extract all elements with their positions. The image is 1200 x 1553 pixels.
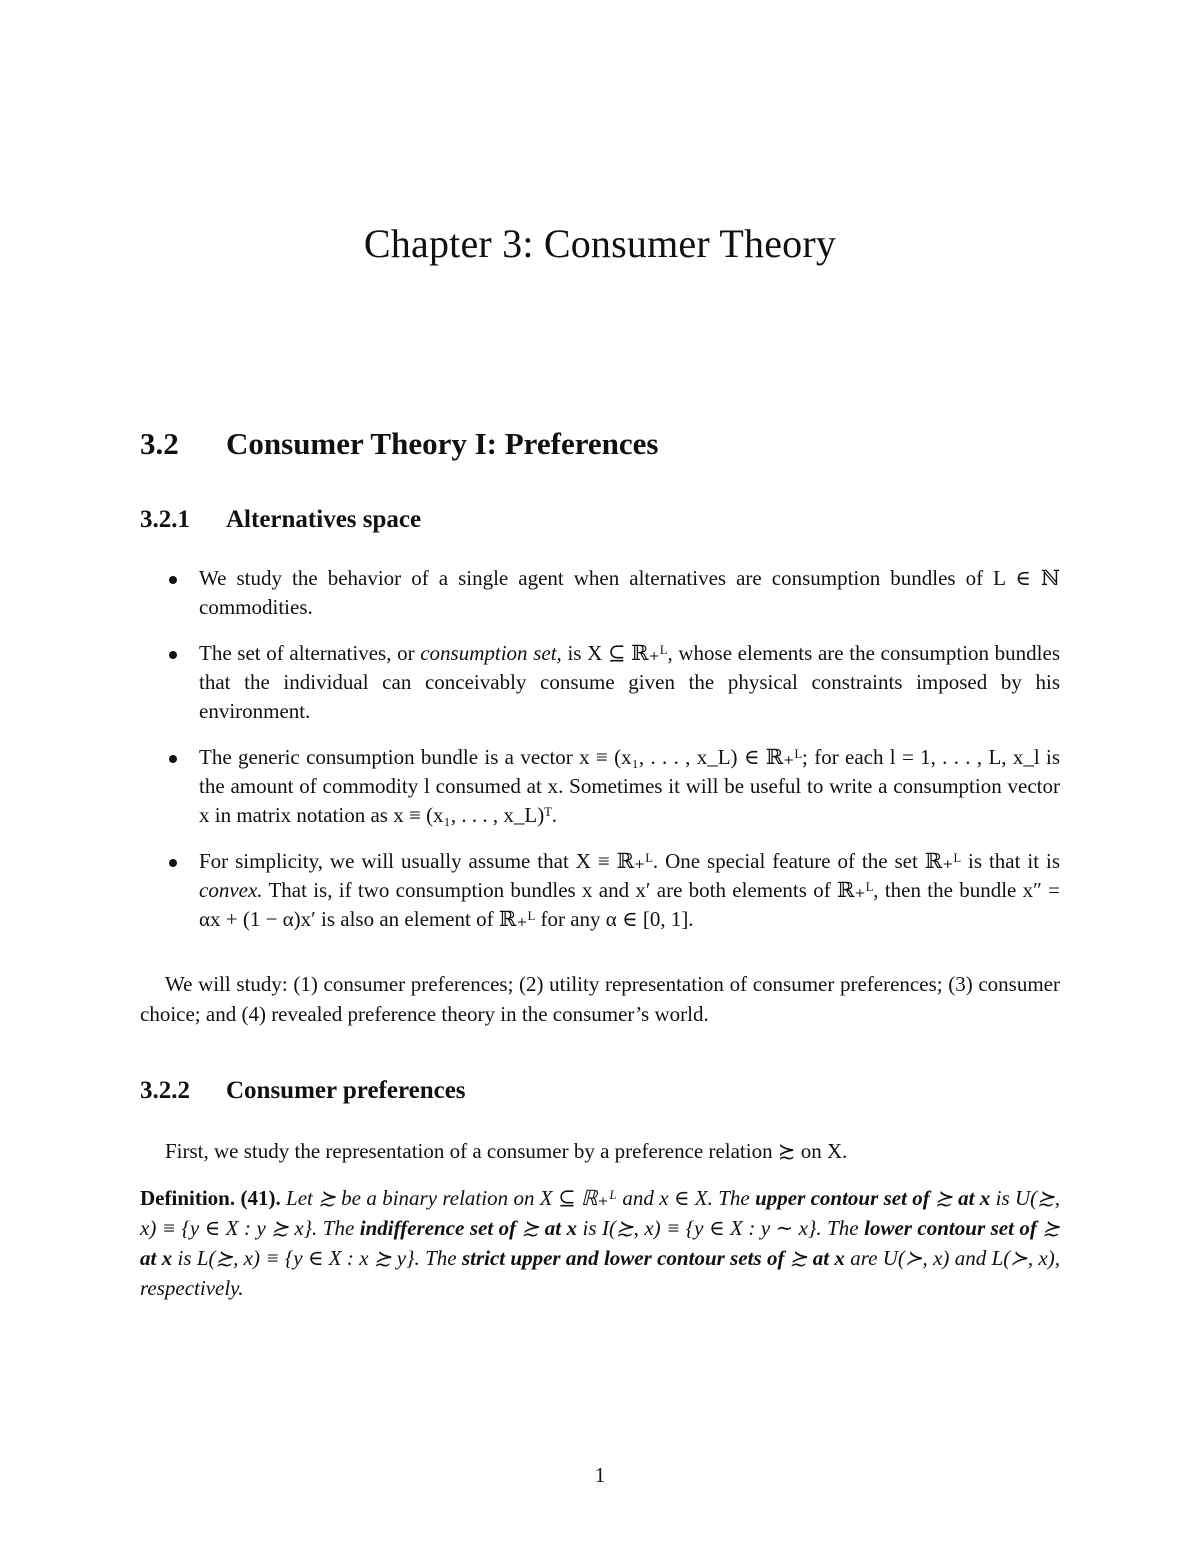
first-paragraph: First, we study the representation of a consumer by a preference relation ≿ on X. (165, 1139, 848, 1163)
bullet-icon (169, 651, 177, 659)
section-heading (140, 426, 659, 462)
definition-keyword: indifference set of (359, 1216, 517, 1240)
definition-keyword: at x (812, 1246, 845, 1270)
bullet-icon (169, 755, 177, 763)
definition-keyword: upper contour set of (755, 1186, 930, 1210)
definition-text: ≿ (784, 1246, 813, 1270)
definition-text: are U(≻, x) and L(≻, x), respectively. (140, 1246, 1060, 1300)
subsection-title: Consumer preferences (226, 1077, 466, 1104)
subsection-number: 3.2.1 (140, 506, 190, 533)
definition-text: ≿ (516, 1216, 545, 1240)
definition-text: is U(≿, x) ≡ {y ∈ X : y ≿ x}. The (140, 1186, 1060, 1240)
definition-text: Let ≿ be a binary relation on X ⊆ ℝ₊ᴸ and x ∈ X. The (280, 1186, 756, 1210)
subsection-heading-preferences (140, 1077, 466, 1105)
section-number: 3.2 (140, 426, 179, 461)
section-title: Consumer Theory I: Preferences (226, 426, 659, 461)
bullet-text-pre: For simplicity, we will usually assume that X ≡ ℝ₊ᴸ. One special feature of the set ℝ₊ᴸ is that it is (199, 849, 1060, 873)
definition-keyword: strict upper and lower contour sets of (461, 1246, 785, 1270)
definition-block (140, 1183, 1060, 1303)
list-item (165, 564, 1060, 622)
bullet-text-pre: The set of alternatives, or (199, 641, 421, 665)
definition-keyword: at x (544, 1216, 578, 1240)
bullet-text-post: That is, if two consumption bundles x and x′ are both elements of ℝ₊ᴸ, then the bundle x″ = αx + (1 − α)x′ is also an element of ℝ₊ᴸ for any α ∈ [0, 1]. (199, 878, 1060, 931)
list-item (165, 847, 1060, 934)
definition-label: Definition. (140, 1186, 236, 1210)
list-item (165, 743, 1060, 830)
definition-keyword: at x (958, 1186, 991, 1210)
subsection-number: 3.2.2 (140, 1077, 190, 1104)
definition-keyword: at x (140, 1246, 173, 1270)
convex-term: convex. (199, 878, 263, 902)
bullet-icon (169, 859, 177, 867)
page-number: 1 (594, 1463, 606, 1487)
definition-text: is I(≿, x) ≡ {y ∈ X : y ∼ x}. The (577, 1216, 865, 1240)
definition-text: ≿ (929, 1186, 959, 1210)
bullet-text: We study the behavior of a single agent when alternatives are consumption bundles of L ∈ ℕ commodities. (199, 566, 1060, 619)
definition-number: (41). (240, 1186, 281, 1210)
study-paragraph: We will study: (1) consumer preferences; (2) utility representation of consumer preferences; (3) consumer choice; and (4) revealed preference theory in the consumer’s world. (140, 972, 1060, 1026)
consumption-set-term: consumption set, (420, 641, 562, 665)
list-item (165, 639, 1060, 726)
definition-text: is L(≿, x) ≡ {y ∈ X : x ≿ y}. The (172, 1246, 462, 1270)
subsection-heading-alternatives (140, 506, 421, 534)
definition-keyword: lower contour set of (864, 1216, 1037, 1240)
bullet-text-post: is X ⊆ ℝ₊ᴸ, whose elements are the consumption bundles that the individual can conceivably consume given the physical constraints imposed by his environment. (199, 641, 1061, 723)
bullet-icon (169, 576, 177, 584)
chapter-title: Chapter 3: Consumer Theory (363, 221, 837, 266)
definition-text: ≿ (1036, 1216, 1060, 1240)
bullet-text: The generic consumption bundle is a vector x ≡ (x₁, . . . , x_L) ∈ ℝ₊ᴸ; for each l = 1, . . . , L, x_l is the amount of commodity l consumed at x. Sometimes it will be useful to write a consumption vector x in matrix notation as x ≡ (x₁, . . . , x_L)ᵀ. (199, 745, 1060, 827)
subsection-title: Alternatives space (226, 506, 422, 533)
alternatives-bullet-list (165, 564, 1060, 951)
